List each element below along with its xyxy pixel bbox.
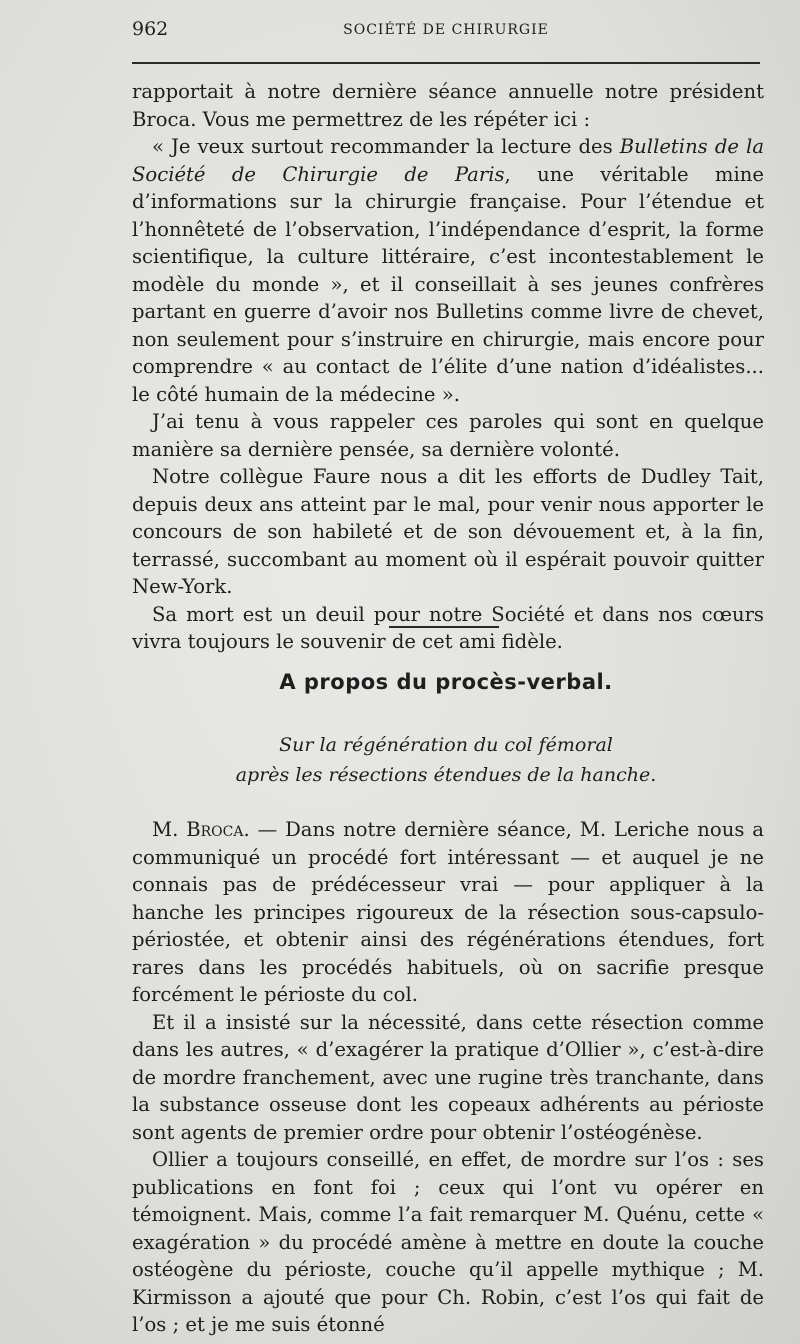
section-separator [389,626,499,628]
text-block-2 [132,816,764,1339]
subtitle-line: après les résections étendues de la hanche. [235,764,657,786]
paragraph: J’ai tenu à vous rappeler ces paroles qui sont en quelque manière sa dernière pensée, sa dernière volonté. [132,410,764,461]
text-run: — Dans notre dernière séance, M. Leriche nous a communiqué un procédé fort intéressant — et auquel je ne connais pas de prédécesseur vrai — pour appliquer à la hanche les principes rigoureux de la résection sous-capsulo-périostée, et obtenir ainsi des régénérations étendues, fort rares dans les procédés habituels, où on sacrifie presque forcément le périoste du col. [132,818,764,1006]
header-rule [132,62,760,64]
text-run: , une véritable mine d’informations sur la chirurgie française. Pour l’étendue et l’honnêteté de l’observation, l’indépendance d’esprit, la forme scientifique, la culture littéraire, c’est incontestablement le modèle du monde », et il conseillait à ses jeunes confrères partant en guerre d’avoir nos Bulletins comme livre de chevet, non seulement pour s’instruire en chirurgie, mais encore pour comprendre « au contact de l’élite d’une nation d’idéalistes... le côté humain de la médecine ». [132,162,764,406]
paragraph: Sa mort est un deuil pour notre Société et dans nos cœurs vivra toujours le souvenir de cet ami fidèle. [132,602,764,653]
journal-title: Bulletins de la Société de Chirurgie de Paris [132,135,764,186]
page-header [132,18,760,48]
running-head: SOCIÉTÉ DE CHIRURGIE [343,22,549,38]
paragraph-speaker [132,816,764,1009]
paragraph: rapportait à notre dernière séance annuelle notre président Broca. Vous me permettrez de les répéter ici : [132,80,764,131]
paragraph: Et il a insisté sur la nécessité, dans cette résection comme dans les autres, « d’exagérer la pratique d’Ollier », c’est-à-dire de mordre franchement, avec une rugine très tranchante, dans la substance osseuse dont les copeaux adhérents au périoste sont agents de premier ordre pour obtenir l’ostéogénèse. [132,1010,764,1144]
section-title: A propos du procès-verbal. [279,670,613,694]
paragraph: Notre collègue Faure nous a dit les efforts de Dudley Tait, depuis deux ans atteint par le mal, pour venir nous apporter le concours de son habileté et de son dévouement et, à la fin, terrassé, succombant au moment où il espérait pouvoir quitter New-York. [132,465,764,598]
speaker-name: M. Broca. [152,818,250,841]
text-run: « Je veux surtout recommander la lecture des [152,135,620,158]
paragraph-quote [132,133,764,408]
page-number: 962 [132,18,169,40]
paragraph: Ollier a toujours conseillé, en effet, de mordre sur l’os : ses publications en font foi ; ceux qui l’ont vu opérer en témoignent. Mais, comme l’a fait remarquer M. Quénu, cette « exagération » du procédé amène à mettre en doute la couche ostéogène du périoste, couche qu’il appelle mythique ; M. Kirmisson a ajouté que pour Ch. Robin, c’est l’os qui fait de l’os ; et je me suis étonné [132,1148,764,1336]
subtitle-line: Sur la régénération du col fémoral [279,734,613,756]
section-subtitle [132,730,760,790]
text-block-1 [132,78,764,656]
